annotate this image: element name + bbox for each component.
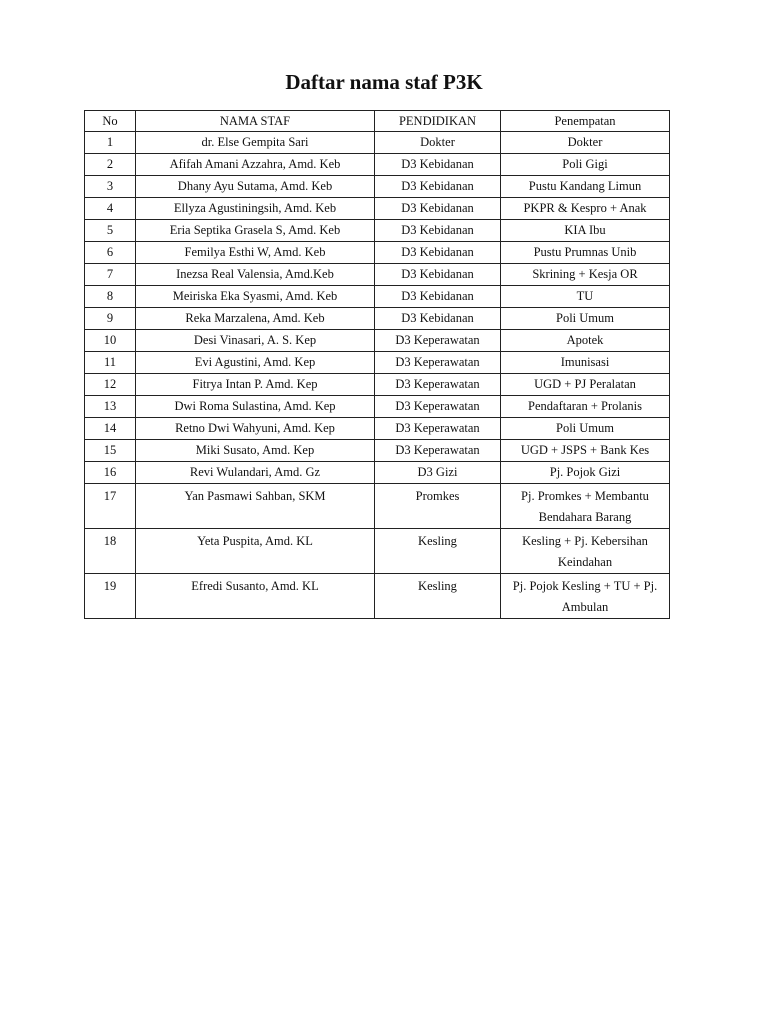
table-row — [85, 329, 670, 351]
cell-education: Kesling — [375, 573, 501, 618]
table-row — [85, 285, 670, 307]
cell-placement: PKPR & Kespro + Anak — [501, 197, 670, 219]
table-row — [85, 461, 670, 483]
cell-placement: Pj. Pojok Gizi — [501, 461, 670, 483]
cell-name: Efredi Susanto, Amd. KL — [136, 573, 375, 618]
table-row — [85, 197, 670, 219]
table-row — [85, 483, 670, 528]
staff-table — [84, 110, 670, 619]
cell-education: D3 Kebidanan — [375, 175, 501, 197]
cell-placement: Pustu Prumnas Unib — [501, 241, 670, 263]
cell-education: D3 Keperawatan — [375, 351, 501, 373]
cell-education: D3 Keperawatan — [375, 439, 501, 461]
cell-placement: Pustu Kandang Limun — [501, 175, 670, 197]
cell-education: D3 Keperawatan — [375, 417, 501, 439]
cell-no: 4 — [85, 197, 136, 219]
cell-name: dr. Else Gempita Sari — [136, 131, 375, 153]
document-title: Daftar nama staf P3K — [285, 70, 483, 94]
table-row — [85, 153, 670, 175]
cell-education: D3 Kebidanan — [375, 263, 501, 285]
cell-no: 12 — [85, 373, 136, 395]
cell-placement: TU — [501, 285, 670, 307]
header-placement: Penempatan — [501, 111, 670, 132]
cell-name: Inezsa Real Valensia, Amd.Keb — [136, 263, 375, 285]
cell-placement: Skrining + Kesja OR — [501, 263, 670, 285]
cell-no: 5 — [85, 219, 136, 241]
cell-no: 8 — [85, 285, 136, 307]
cell-education: D3 Kebidanan — [375, 241, 501, 263]
cell-education: D3 Keperawatan — [375, 373, 501, 395]
cell-placement: Apotek — [501, 329, 670, 351]
table-row — [85, 351, 670, 373]
cell-name: Revi Wulandari, Amd. Gz — [136, 461, 375, 483]
cell-no: 17 — [85, 483, 136, 528]
cell-education: Dokter — [375, 131, 501, 153]
cell-placement: Dokter — [501, 131, 670, 153]
cell-placement: Kesling + Pj. Kebersihan Keindahan — [501, 528, 670, 573]
cell-no: 16 — [85, 461, 136, 483]
cell-name: Desi Vinasari, A. S. Kep — [136, 329, 375, 351]
cell-no: 6 — [85, 241, 136, 263]
cell-placement: KIA Ibu — [501, 219, 670, 241]
cell-education: D3 Kebidanan — [375, 197, 501, 219]
cell-name: Ellyza Agustiningsih, Amd. Keb — [136, 197, 375, 219]
cell-education: D3 Keperawatan — [375, 395, 501, 417]
cell-no: 13 — [85, 395, 136, 417]
cell-placement: Pendaftaran + Prolanis — [501, 395, 670, 417]
cell-name: Yeta Puspita, Amd. KL — [136, 528, 375, 573]
cell-name: Afifah Amani Azzahra, Amd. Keb — [136, 153, 375, 175]
cell-education: D3 Kebidanan — [375, 307, 501, 329]
cell-no: 10 — [85, 329, 136, 351]
table-header-row — [85, 111, 670, 132]
cell-placement: UGD + JSPS + Bank Kes — [501, 439, 670, 461]
cell-name: Evi Agustini, Amd. Kep — [136, 351, 375, 373]
cell-name: Eria Septika Grasela S, Amd. Keb — [136, 219, 375, 241]
header-education: PENDIDIKAN — [375, 111, 501, 132]
cell-education: D3 Kebidanan — [375, 153, 501, 175]
table-row — [85, 175, 670, 197]
table-row — [85, 307, 670, 329]
cell-no: 3 — [85, 175, 136, 197]
cell-name: Retno Dwi Wahyuni, Amd. Kep — [136, 417, 375, 439]
table-row — [85, 439, 670, 461]
table-row — [85, 263, 670, 285]
table-row — [85, 131, 670, 153]
table-row — [85, 241, 670, 263]
cell-no: 14 — [85, 417, 136, 439]
cell-name: Fitrya Intan P. Amd. Kep — [136, 373, 375, 395]
table-row — [85, 373, 670, 395]
cell-name: Yan Pasmawi Sahban, SKM — [136, 483, 375, 528]
cell-name: Miki Susato, Amd. Kep — [136, 439, 375, 461]
cell-placement: Poli Umum — [501, 307, 670, 329]
cell-no: 9 — [85, 307, 136, 329]
table-row — [85, 417, 670, 439]
cell-no: 19 — [85, 573, 136, 618]
cell-no: 15 — [85, 439, 136, 461]
cell-name: Reka Marzalena, Amd. Keb — [136, 307, 375, 329]
table-row — [85, 528, 670, 573]
cell-placement: Pj. Pojok Kesling + TU + Pj. Ambulan — [501, 573, 670, 618]
header-no: No — [85, 111, 136, 132]
cell-education: Promkes — [375, 483, 501, 528]
cell-no: 2 — [85, 153, 136, 175]
cell-placement: Poli Gigi — [501, 153, 670, 175]
cell-education: D3 Gizi — [375, 461, 501, 483]
cell-placement: Imunisasi — [501, 351, 670, 373]
cell-no: 18 — [85, 528, 136, 573]
header-name: NAMA STAF — [136, 111, 375, 132]
cell-name: Meiriska Eka Syasmi, Amd. Keb — [136, 285, 375, 307]
cell-no: 7 — [85, 263, 136, 285]
cell-education: D3 Kebidanan — [375, 285, 501, 307]
table-row — [85, 219, 670, 241]
cell-education: D3 Kebidanan — [375, 219, 501, 241]
cell-placement: UGD + PJ Peralatan — [501, 373, 670, 395]
cell-education: D3 Keperawatan — [375, 329, 501, 351]
cell-no: 11 — [85, 351, 136, 373]
cell-name: Dhany Ayu Sutama, Amd. Keb — [136, 175, 375, 197]
cell-placement: Pj. Promkes + Membantu Bendahara Barang — [501, 483, 670, 528]
cell-education: Kesling — [375, 528, 501, 573]
cell-no: 1 — [85, 131, 136, 153]
cell-placement: Poli Umum — [501, 417, 670, 439]
table-row — [85, 573, 670, 618]
cell-name: Femilya Esthi W, Amd. Keb — [136, 241, 375, 263]
table-row — [85, 395, 670, 417]
cell-name: Dwi Roma Sulastina, Amd. Kep — [136, 395, 375, 417]
